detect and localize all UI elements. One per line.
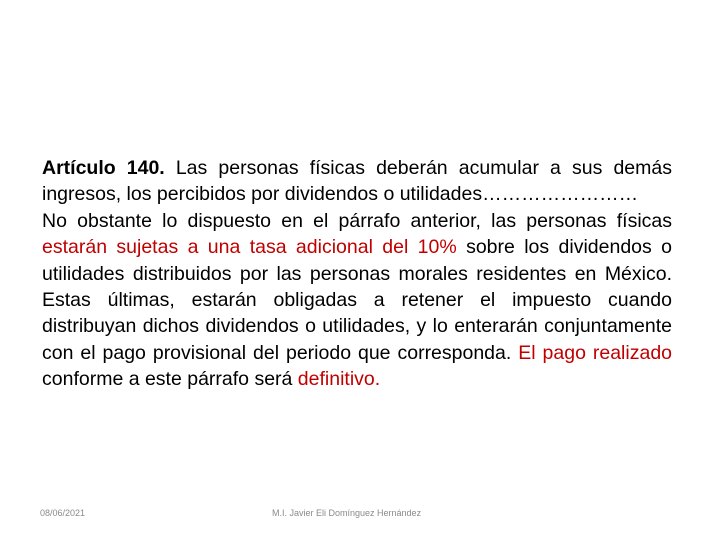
paragraph-2-segment-3: sobre los dividendos o utilidades distribuidos por las personas morales residentes en México. Estas últimas, estarán obligadas a retener el impuesto cuando distribuyan dichos dividendos o utilidades, y lo enterarán conjuntamente con el pago provisional del periodo que corresponda. [42, 236, 672, 364]
paragraph-2 [42, 208, 672, 393]
footer-date: 08/06/2021 [40, 508, 86, 518]
footer-author: M.I. Javier Eli Domínguez Hernández [272, 508, 422, 518]
highlight-tax-rate: estarán sujetas a una tasa adicional del 10% [42, 236, 457, 259]
highlight-definitive: definitivo. [297, 368, 381, 391]
paragraph-1-text: Las personas físicas deberán acumular a sus demás ingresos, los percibidos por dividendos o utilidades…………………… [42, 157, 672, 206]
article-body [42, 155, 672, 393]
highlight-payment: El pago realizado [518, 341, 673, 364]
paragraph-2-segment-1: No obstante lo dispuesto en el párrafo anterior, las personas físicas [42, 209, 672, 232]
paragraph-2-segment-5: conforme a este párrafo será [42, 368, 298, 391]
article-label: Artículo 140. [42, 157, 165, 179]
paragraph-1 [42, 155, 672, 208]
